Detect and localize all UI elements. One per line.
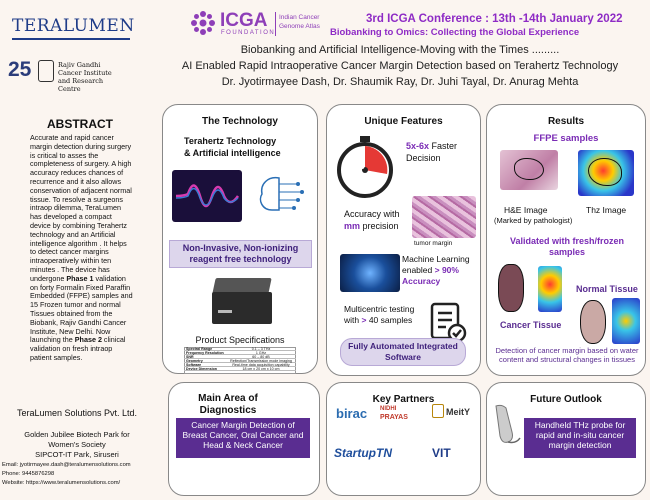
abstract-text-1: Accurate and rapid cancer margin detection during surgery is critical to asses the completeness of surgery. A high accuracy reduces chances of recurrence and it also allows conservation of adjacent normal tissue. To resolve a surgeons intraop dilemma, TeraLumen has developed a compact device by combining Terahertz technology and an Artificial intelligence algorithm . It helps to detect cancer margins intraoperatively within ten minutes . The device has undergone bbox=[30, 133, 132, 283]
ai-brain-icon bbox=[250, 170, 308, 222]
ffpe-label: FFPE samples bbox=[533, 133, 599, 144]
he-margin-outline bbox=[514, 158, 544, 180]
vit-logo: VIT bbox=[432, 446, 451, 460]
rgcirc-logo bbox=[8, 58, 118, 92]
thz-caption: Thz Image bbox=[586, 205, 627, 215]
device-port bbox=[218, 310, 232, 313]
abstract-text-3: clinical validation on fresh intraop patient samples. bbox=[30, 335, 126, 362]
frozen-thz-image-1 bbox=[538, 266, 562, 312]
results-heading: Results bbox=[547, 116, 585, 127]
he-note: (Marked by pathologist) bbox=[494, 216, 573, 225]
accuracy-text bbox=[344, 208, 404, 232]
meity-logo: MeitY bbox=[446, 407, 471, 417]
spec-value: 18 cm x 20 cm x 10 cm bbox=[242, 367, 280, 371]
accuracy-text-2: precision bbox=[360, 221, 399, 231]
spec-row bbox=[184, 367, 296, 371]
spec-value: 1 GHz bbox=[255, 351, 267, 355]
icga-tag-1: Indian Cancer bbox=[279, 14, 320, 21]
abstract-phase2: Phase 2 bbox=[74, 335, 102, 345]
abstract-heading: ABSTRACT bbox=[47, 117, 113, 131]
startuptn-logo: StartupTN bbox=[334, 446, 392, 460]
birac-logo: birac bbox=[336, 406, 368, 421]
technology-sub-1: Terahertz Technology bbox=[184, 136, 277, 146]
terahertz-wave-icon bbox=[172, 170, 242, 222]
automated-text: Fully Automated Integrated Software bbox=[348, 341, 458, 362]
icga-tag-2: Genome Atlas bbox=[279, 23, 320, 30]
accuracy-text-1: Accuracy with bbox=[344, 209, 400, 219]
ml-text bbox=[402, 254, 478, 287]
company-email[interactable]: Email: jyotirmayee.dash@teralumensolutions.com bbox=[2, 462, 131, 468]
authors: Dr. Jyotirmayee Dash, Dr. Shaumik Ray, Dr. Juhi Tayal, Dr. Anurag Mehta bbox=[221, 76, 579, 88]
ml-text-1: Machine Learning enabled bbox=[402, 254, 470, 275]
spec-label: SNR bbox=[186, 355, 194, 359]
multicentric-text bbox=[344, 304, 416, 326]
logo-underline bbox=[12, 38, 130, 40]
he-caption: H&E Image bbox=[504, 205, 548, 215]
spec-value: Reflection/Transmission mode imaging bbox=[230, 359, 292, 363]
rgcirc-name-1: Rajiv Gandhi Cancer Institute bbox=[58, 61, 112, 77]
specs-rows bbox=[184, 347, 296, 371]
diagnostics-heading-2: Diagnostics bbox=[199, 405, 257, 416]
thz-margin-outline bbox=[588, 158, 622, 186]
spec-value: Real-time data acquisition capability bbox=[232, 363, 290, 367]
technology-sub-2: & Artificial intelligence bbox=[184, 148, 281, 158]
ml-accuracy: > 90% Accuracy bbox=[402, 265, 459, 286]
company-website[interactable]: Website: https://www.teralumensolutions.com/ bbox=[2, 480, 121, 486]
abstract-phase1: Phase 1 bbox=[66, 273, 94, 283]
handheld-probe-icon bbox=[492, 402, 522, 446]
technology-callout-text: Non-Invasive, Non-ionizing reagent free technology bbox=[182, 243, 299, 264]
spec-value: 60 – 80 dB bbox=[252, 355, 270, 359]
diagnostics-text: Cancer Margin Detection of Breast Cancer, Oral Cancer and Head & Neck Cancer bbox=[182, 420, 304, 450]
outlook-heading: Future Outlook bbox=[530, 394, 602, 405]
rgcirc-name-2: and Research Centre bbox=[58, 77, 104, 93]
company-name: TeraLumen Solutions Pvt. Ltd. bbox=[16, 408, 138, 418]
conference-title: 3rd ICGA Conference : 13th -14th January 2022 bbox=[366, 13, 623, 25]
thz-image bbox=[578, 150, 634, 196]
multi-text-1: Multicentric testing with bbox=[344, 304, 415, 325]
spec-label: Device Dimension bbox=[186, 367, 217, 371]
conference-theme: Biobanking to Omics: Collecting the Global Experience bbox=[330, 27, 580, 38]
normal-tissue-label: Normal Tissue bbox=[576, 284, 638, 294]
nidhi-logo-2: PRAYAS bbox=[380, 414, 408, 421]
frozen-he-image-1 bbox=[498, 264, 524, 312]
spec-label: Spectral Range bbox=[186, 347, 213, 351]
abstract-text-2: validation on forty Formalin Fixed Paraffin Embedded (FFPE) samples and 15 Frozen tumor and normal Tissues obtained from the Biobank, Rajiv Gandhi Cancer Institute, New Delhi. Now launching the bbox=[30, 273, 133, 345]
frozen-thz-image-2 bbox=[612, 298, 640, 344]
brain-network-image bbox=[340, 254, 400, 292]
poster-title: AI Enabled Rapid Intraoperative Cancer Margin Detection based on Terahertz Technology bbox=[181, 60, 619, 72]
nidhi-logo-1: NIDHI bbox=[380, 406, 397, 412]
faster-value: 5x-6x bbox=[406, 141, 430, 151]
company-address-1: Golden Jubilee Biotech Park for bbox=[24, 430, 130, 439]
icga-logo bbox=[190, 10, 340, 38]
frozen-he-image-2 bbox=[580, 300, 606, 344]
spec-label: Geometry bbox=[186, 359, 203, 363]
diagnostics-heading-1: Main Area of bbox=[198, 393, 258, 404]
thz-device-image bbox=[208, 274, 278, 330]
company-phone: Phone: 9445876298 bbox=[2, 471, 55, 477]
spec-label: Software bbox=[186, 363, 202, 367]
meity-emblem-icon bbox=[432, 404, 444, 418]
specs-heading: Product Specifications bbox=[195, 335, 285, 345]
teralumen-logo bbox=[12, 16, 135, 44]
icga-foundation: FOUNDATION bbox=[221, 30, 276, 36]
multi-gt: > bbox=[361, 315, 367, 325]
timer-label: 10 bbox=[354, 161, 366, 172]
he-image bbox=[500, 150, 558, 190]
validated-label: Validated with fresh/frozen samples bbox=[509, 236, 625, 257]
spec-label: Frequency Resolution bbox=[186, 351, 224, 355]
rgcirc-emblem-icon bbox=[38, 60, 54, 82]
abstract-body bbox=[30, 134, 134, 363]
icga-divider bbox=[275, 12, 276, 36]
icga-flower-icon bbox=[190, 10, 216, 36]
accuracy-unit: mm bbox=[344, 221, 361, 231]
outlook-text: Handheld THz probe for rapid and in-situ cancer margin detection bbox=[534, 420, 626, 450]
features-heading: Unique Features bbox=[364, 116, 443, 127]
faster-decision bbox=[406, 140, 476, 164]
spec-value: 0.1 – 3 THz bbox=[251, 347, 271, 351]
icga-title: ICGA bbox=[220, 10, 268, 31]
session-title: Biobanking and Artificial Intelligence-Moving with the Times ......... bbox=[240, 44, 560, 56]
device-body bbox=[212, 292, 272, 324]
tumor-margin-label: tumor margin bbox=[414, 240, 453, 247]
anniversary-number: 25 bbox=[8, 58, 32, 81]
faster-text: Faster Decision bbox=[406, 141, 458, 163]
results-summary: Detection of cancer margin based on water content and structural changes in tissues bbox=[495, 346, 639, 364]
cancer-tissue-label: Cancer Tissue bbox=[500, 320, 562, 330]
partners-heading: Key Partners bbox=[372, 394, 435, 405]
company-address-2: Women's Society bbox=[48, 440, 106, 449]
tissue-image bbox=[412, 196, 476, 238]
technology-heading: The Technology bbox=[202, 116, 278, 127]
teralumen-logo-text: TERALUMEN bbox=[12, 16, 135, 36]
company-address-3: SIPCOT-IT Park, Siruseri bbox=[35, 450, 119, 459]
multi-text-2: 40 samples bbox=[366, 315, 413, 325]
